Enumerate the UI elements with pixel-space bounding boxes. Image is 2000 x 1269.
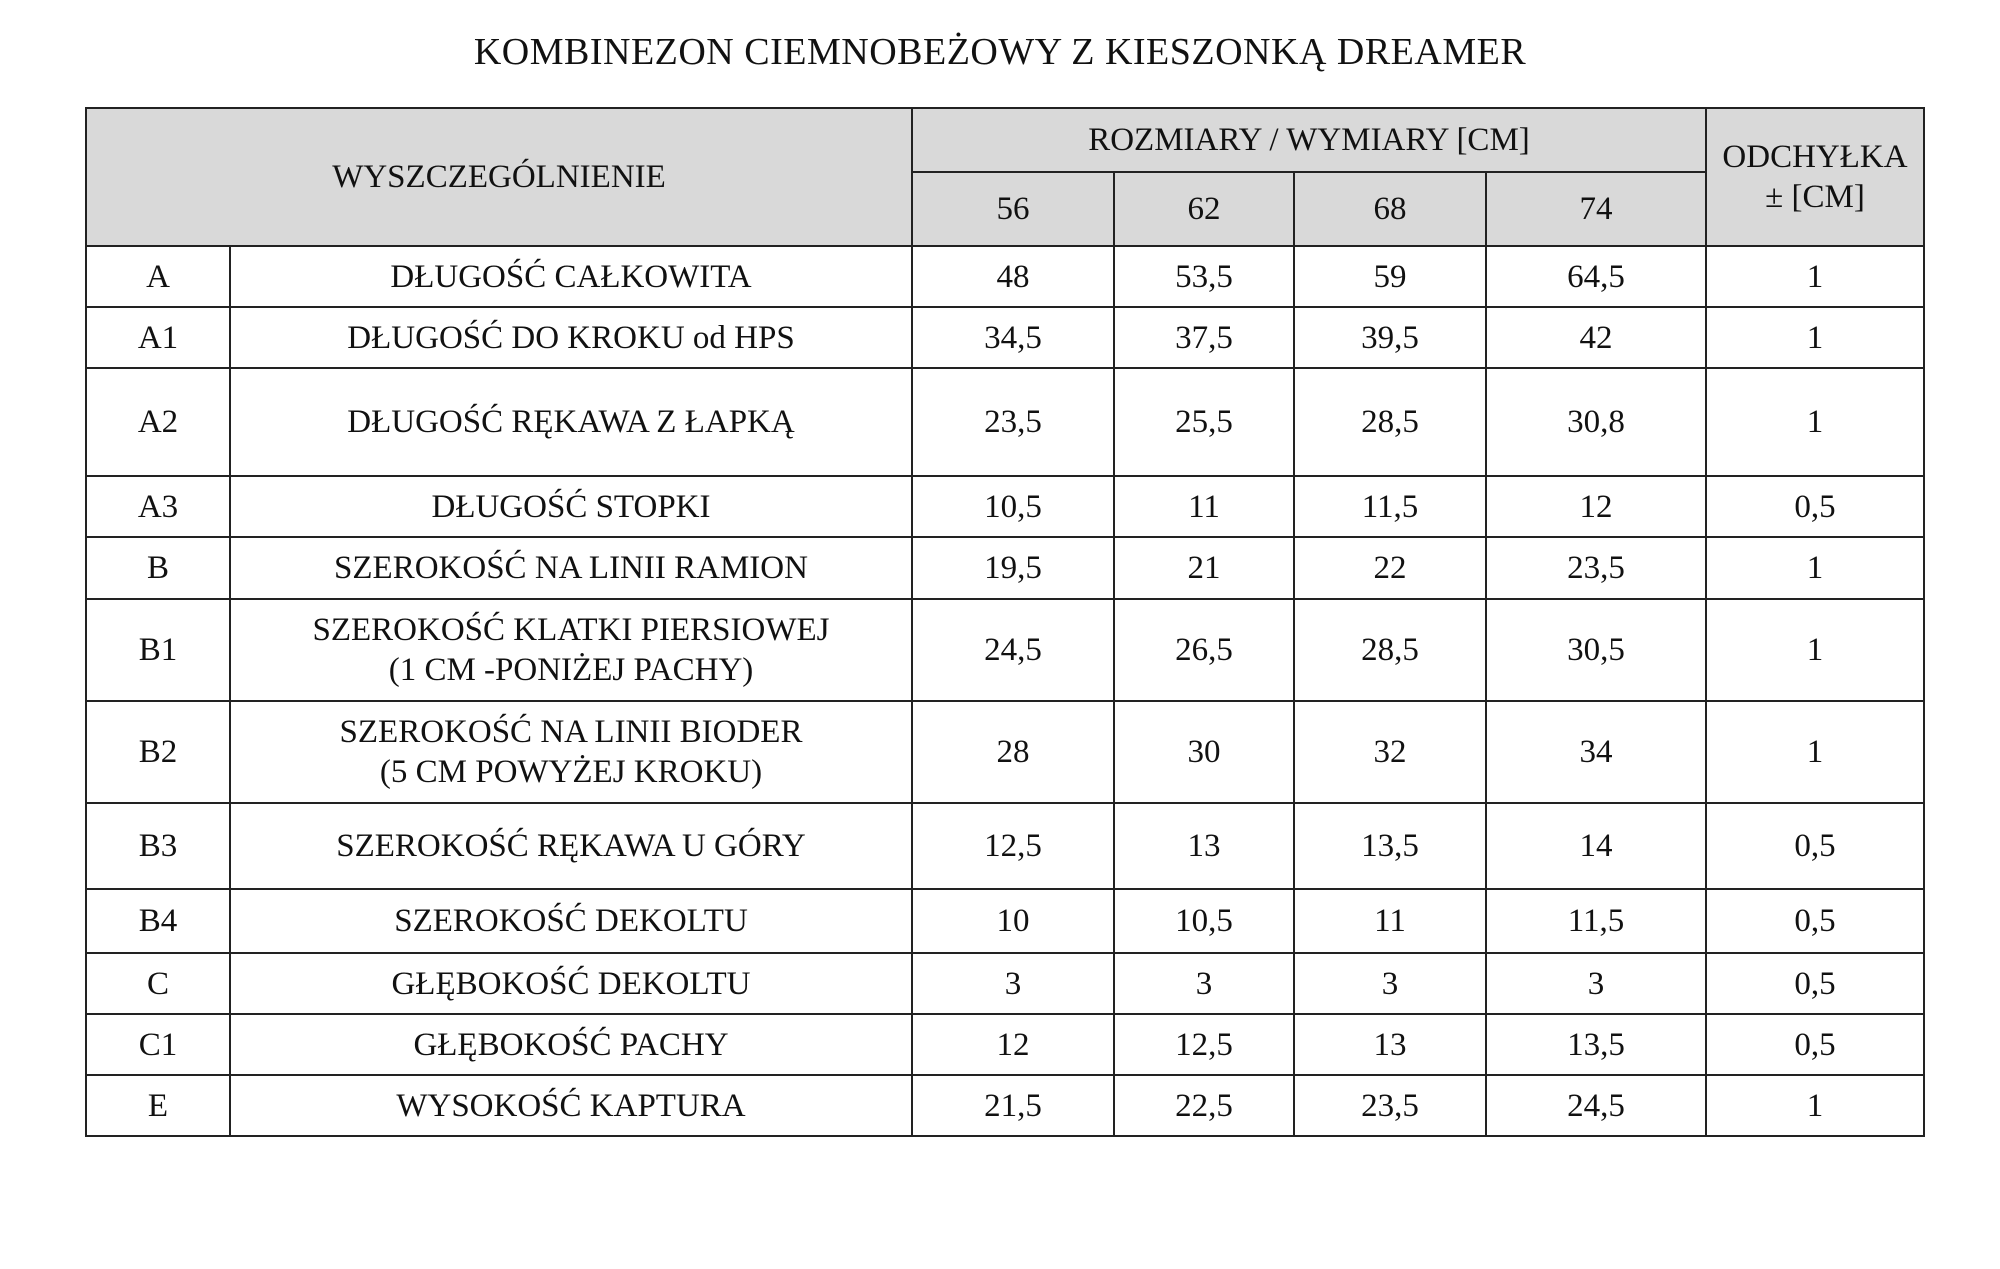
measurement-cell: 28,5 [1294, 368, 1486, 476]
measurement-cell: 12,5 [1114, 1014, 1294, 1075]
row-description-line: SZEROKOŚĆ KLATKI PIERSIOWEJ [312, 612, 830, 648]
measurement-cell: 30,8 [1486, 368, 1706, 476]
row-description-line: WYSOKOŚĆ KAPTURA [396, 1087, 746, 1124]
row-code: B4 [86, 889, 230, 953]
measurement-cell: 10,5 [912, 476, 1114, 537]
measurement-cell: 25,5 [1114, 368, 1294, 476]
measurement-cell: 12,5 [912, 803, 1114, 889]
measurement-cell: 12 [912, 1014, 1114, 1075]
row-description-line: DŁUGOŚĆ STOPKI [431, 488, 711, 525]
row-code: B [86, 537, 230, 599]
sizes-group-header: ROZMIARY / WYMIARY [CM] [912, 108, 1706, 172]
size-header-74: 74 [1486, 172, 1706, 246]
row-code: B1 [86, 599, 230, 701]
table-row [86, 307, 1924, 368]
row-description [230, 1075, 912, 1136]
measurement-cell: 53,5 [1114, 246, 1294, 307]
measurement-cell: 21,5 [912, 1075, 1114, 1136]
row-code: E [86, 1075, 230, 1136]
row-description [230, 701, 912, 803]
row-code: A3 [86, 476, 230, 537]
tolerance-cell: 1 [1706, 307, 1924, 368]
row-description-line: SZEROKOŚĆ RĘKAWA U GÓRY [336, 828, 806, 864]
table-row [86, 803, 1924, 889]
row-description-line: GŁĘBOKOŚĆ PACHY [413, 1026, 729, 1063]
measurement-cell: 10 [912, 889, 1114, 953]
tolerance-cell: 1 [1706, 701, 1924, 803]
row-description-line: DŁUGOŚĆ RĘKAWA Z ŁAPKĄ [347, 404, 795, 440]
tolerance-cell: 1 [1706, 246, 1924, 307]
row-code: A [86, 246, 230, 307]
measurement-cell: 59 [1294, 246, 1486, 307]
table-row [86, 537, 1924, 599]
spec-header: WYSZCZEGÓLNIENIE [86, 108, 912, 246]
tolerance-cell: 1 [1706, 537, 1924, 599]
row-description [230, 1014, 912, 1075]
measurement-cell: 3 [1114, 953, 1294, 1014]
row-description [230, 953, 912, 1014]
measurement-cell: 34,5 [912, 307, 1114, 368]
row-description-line: GŁĘBOKOŚĆ DEKOLTU [391, 965, 751, 1002]
tolerance-cell: 0,5 [1706, 953, 1924, 1014]
row-description-line: DŁUGOŚĆ CAŁKOWITA [390, 258, 752, 295]
table-row [86, 246, 1924, 307]
measurement-cell: 13,5 [1294, 803, 1486, 889]
table-row [86, 1014, 1924, 1075]
tolerance-cell: 1 [1706, 1075, 1924, 1136]
measurement-cell: 12 [1486, 476, 1706, 537]
measurement-cell: 13 [1114, 803, 1294, 889]
row-description [230, 307, 912, 368]
measurement-cell: 22 [1294, 537, 1486, 599]
row-code: C1 [86, 1014, 230, 1075]
row-description-line: SZEROKOŚĆ NA LINII BIODER [339, 714, 803, 750]
measurement-cell: 19,5 [912, 537, 1114, 599]
measurement-cell: 28,5 [1294, 599, 1486, 701]
document-title: KOMBINEZON CIEMNOBEŻOWY Z KIESZONKĄ DREAMER [473, 31, 1527, 73]
measurement-cell: 24,5 [1486, 1075, 1706, 1136]
table-row [86, 368, 1924, 476]
row-description-line: SZEROKOŚĆ NA LINII RAMION [334, 550, 808, 586]
row-code: A2 [86, 368, 230, 476]
tolerance-cell: 1 [1706, 368, 1924, 476]
row-description [230, 537, 912, 599]
measurement-cell: 23,5 [912, 368, 1114, 476]
measurement-cell: 11 [1114, 476, 1294, 537]
measurement-cell: 24,5 [912, 599, 1114, 701]
tolerance-cell: 0,5 [1706, 476, 1924, 537]
size-header-62: 62 [1114, 172, 1294, 246]
row-code: C [86, 953, 230, 1014]
row-description [230, 476, 912, 537]
measurement-cell: 11,5 [1486, 889, 1706, 953]
row-description [230, 803, 912, 889]
measurement-cell: 3 [1486, 953, 1706, 1014]
measurement-cell: 28 [912, 701, 1114, 803]
measurement-cell: 39,5 [1294, 307, 1486, 368]
tolerance-cell: 0,5 [1706, 1014, 1924, 1075]
measurement-cell: 30 [1114, 701, 1294, 803]
measurement-cell: 11 [1294, 889, 1486, 953]
table-row [86, 1075, 1924, 1136]
measurement-cell: 48 [912, 246, 1114, 307]
table-row [86, 889, 1924, 953]
row-code: A1 [86, 307, 230, 368]
measurement-cell: 32 [1294, 701, 1486, 803]
size-chart-table [85, 107, 1925, 1137]
measurement-cell: 3 [912, 953, 1114, 1014]
row-description [230, 246, 912, 307]
measurement-cell: 10,5 [1114, 889, 1294, 953]
size-header-56: 56 [912, 172, 1114, 246]
row-code: B2 [86, 701, 230, 803]
tolerance-header-line1: ODCHYŁKA [1722, 139, 1908, 175]
size-header-68: 68 [1294, 172, 1486, 246]
table-row [86, 701, 1924, 803]
table-row [86, 953, 1924, 1014]
measurement-cell: 64,5 [1486, 246, 1706, 307]
measurement-cell: 34 [1486, 701, 1706, 803]
tolerance-cell: 1 [1706, 599, 1924, 701]
measurement-cell: 21 [1114, 537, 1294, 599]
table-header [86, 108, 1924, 246]
row-description [230, 368, 912, 476]
row-description-line: DŁUGOŚĆ DO KROKU od HPS [347, 319, 795, 356]
measurement-cell: 22,5 [1114, 1075, 1294, 1136]
table-row [86, 476, 1924, 537]
table-body [86, 246, 1924, 1136]
row-description-line: (1 CM -PONIŻEJ PACHY) [388, 652, 754, 688]
row-description [230, 889, 912, 953]
tolerance-header [1706, 108, 1924, 246]
measurement-cell: 37,5 [1114, 307, 1294, 368]
row-description [230, 599, 912, 701]
measurement-cell: 3 [1294, 953, 1486, 1014]
table-row [86, 599, 1924, 701]
tolerance-header-line2: ± [CM] [1765, 179, 1865, 215]
tolerance-cell: 0,5 [1706, 889, 1924, 953]
measurement-cell: 23,5 [1294, 1075, 1486, 1136]
measurement-cell: 13 [1294, 1014, 1486, 1075]
measurement-cell: 23,5 [1486, 537, 1706, 599]
measurement-cell: 11,5 [1294, 476, 1486, 537]
row-description-line: SZEROKOŚĆ DEKOLTU [394, 903, 748, 939]
measurement-cell: 13,5 [1486, 1014, 1706, 1075]
measurement-cell: 30,5 [1486, 599, 1706, 701]
measurement-cell: 14 [1486, 803, 1706, 889]
measurement-cell: 26,5 [1114, 599, 1294, 701]
header-row-top [86, 108, 1924, 172]
row-description-line: (5 CM POWYŻEJ KROKU) [379, 754, 763, 790]
row-code: B3 [86, 803, 230, 889]
tolerance-cell: 0,5 [1706, 803, 1924, 889]
measurement-cell: 42 [1486, 307, 1706, 368]
